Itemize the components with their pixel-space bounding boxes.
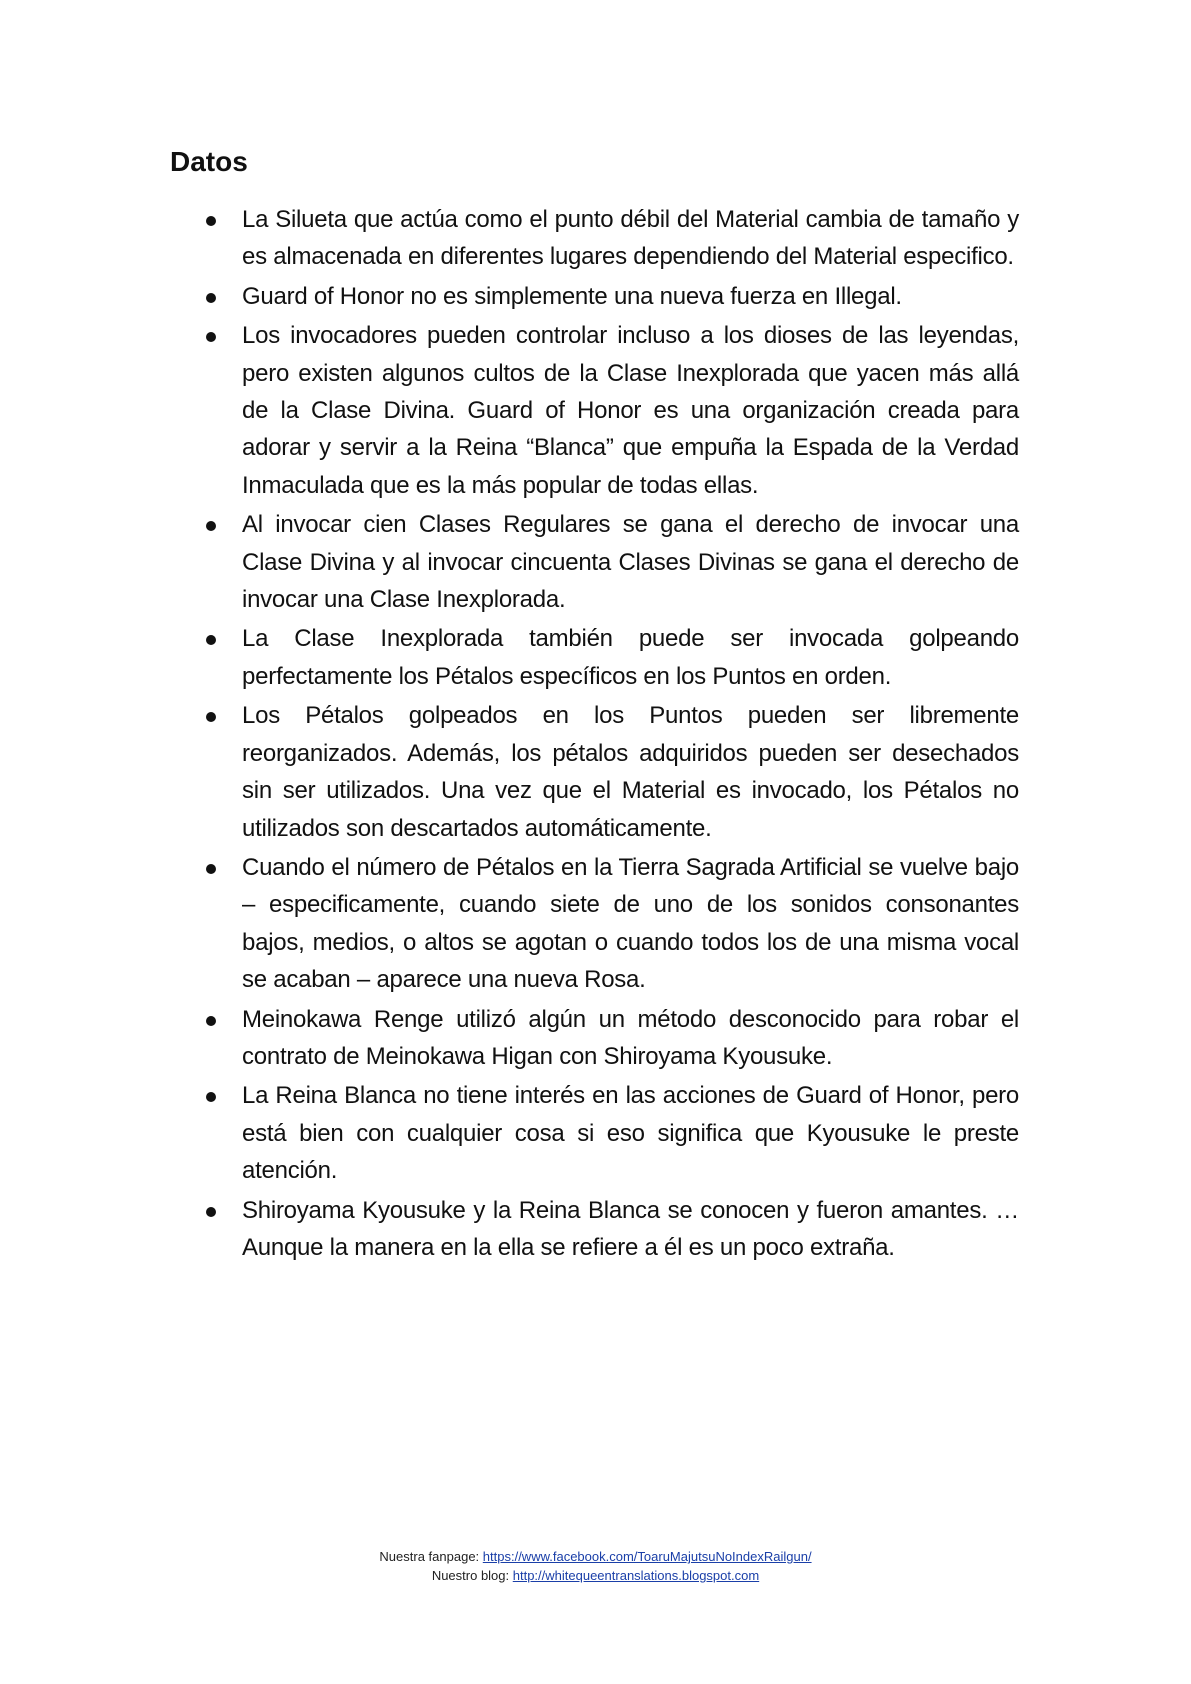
blog-label: Nuestro blog: [431,1568,513,1583]
bullet-icon [206,332,216,342]
bullet-icon [206,1207,216,1217]
list-item-text: La Silueta que actúa como el punto débil del Material cambia de tamaño y es almacenada en diferentes lugares dependiendo del Material especifico. [242,206,1019,271]
list-item [242,620,1019,695]
list-item [242,506,1019,618]
bullet-icon [206,521,216,531]
list-item-text: Al invocar cien Clases Regulares se gana el derecho de invocar una Clase Divina y al invocar cincuenta Clases Divinas se gana el derecho de invocar una Clase Inexplorada. [242,511,1019,614]
list-item-text: Shiroyama Kyousuke y la Reina Blanca se conocen y fueron amantes. … Aunque la manera en la ella se refiere a él es un poco extraña. [242,1196,1019,1261]
facts-list [242,201,1019,1268]
bullet-icon [206,293,216,303]
fanpage-link[interactable]: https://www.facebook.com/ToaruMajutsuNoIndexRailgun/ [482,1549,812,1564]
list-item-text: Cuando el número de Pétalos en la Tierra Sagrada Artificial se vuelve bajo – especificamente, cuando siete de uno de los sonidos consonantes bajos, medios, o altos se agotan o cuando todos los de una misma vocal se acaban – aparece una nueva Rosa. [242,853,1019,994]
list-item [242,278,1019,315]
bullet-icon [206,1092,216,1102]
blog-link[interactable]: http://whitequeentranslations.blogspot.com [512,1568,760,1583]
list-item-text: Guard of Honor no es simplemente una nueva fuerza en Illegal. [242,282,902,310]
list-item-text: La Clase Inexplorada también puede ser invocada golpeando perfectamente los Pétalos específicos en los Puntos en orden. [242,625,1019,690]
bullet-icon [206,712,216,722]
list-item [242,201,1019,276]
list-item-text: Los Pétalos golpeados en los Puntos pueden ser libremente reorganizados. Además, los pétalos adquiridos pueden ser desechados sin ser utilizados. Una vez que el Material es invocado, los Pétalos no utilizados son descartados automáticamente. [242,702,1019,842]
fanpage-label: Nuestra fanpage: [379,1549,483,1564]
bullet-icon [206,635,216,645]
fanpage-line [0,1547,1191,1566]
list-item-text: Los invocadores pueden controlar incluso a los dioses de las leyendas, pero existen algunos cultos de la Clase Inexplorada que yacen más allá de la Clase Divina. Guard of Honor es una organización creada para adorar y servir a la Reina “Blanca” que empuña la Espada de la Verdad Inmaculada que es la más popular de todas ellas. [242,322,1019,499]
list-item [242,317,1019,504]
list-item [242,1077,1019,1189]
bullet-icon [206,1016,216,1026]
bullet-icon [206,216,216,226]
list-item-text: Meinokawa Renge utilizó algún un método desconocido para robar el contrato de Meinokawa Higan con Shiroyama Kyousuke. [242,1005,1019,1070]
list-item-text: La Reina Blanca no tiene interés en las acciones de Guard of Honor, pero está bien con cualquier cosa si eso significa que Kyousuke le preste atención. [242,1082,1019,1185]
list-item [242,1001,1019,1076]
page-footer [0,1547,1191,1585]
list-item [242,697,1019,847]
blog-line [0,1566,1191,1585]
bullet-icon [206,864,216,874]
list-item [242,1192,1019,1267]
section-heading: Datos [170,146,248,177]
list-item [242,849,1019,999]
